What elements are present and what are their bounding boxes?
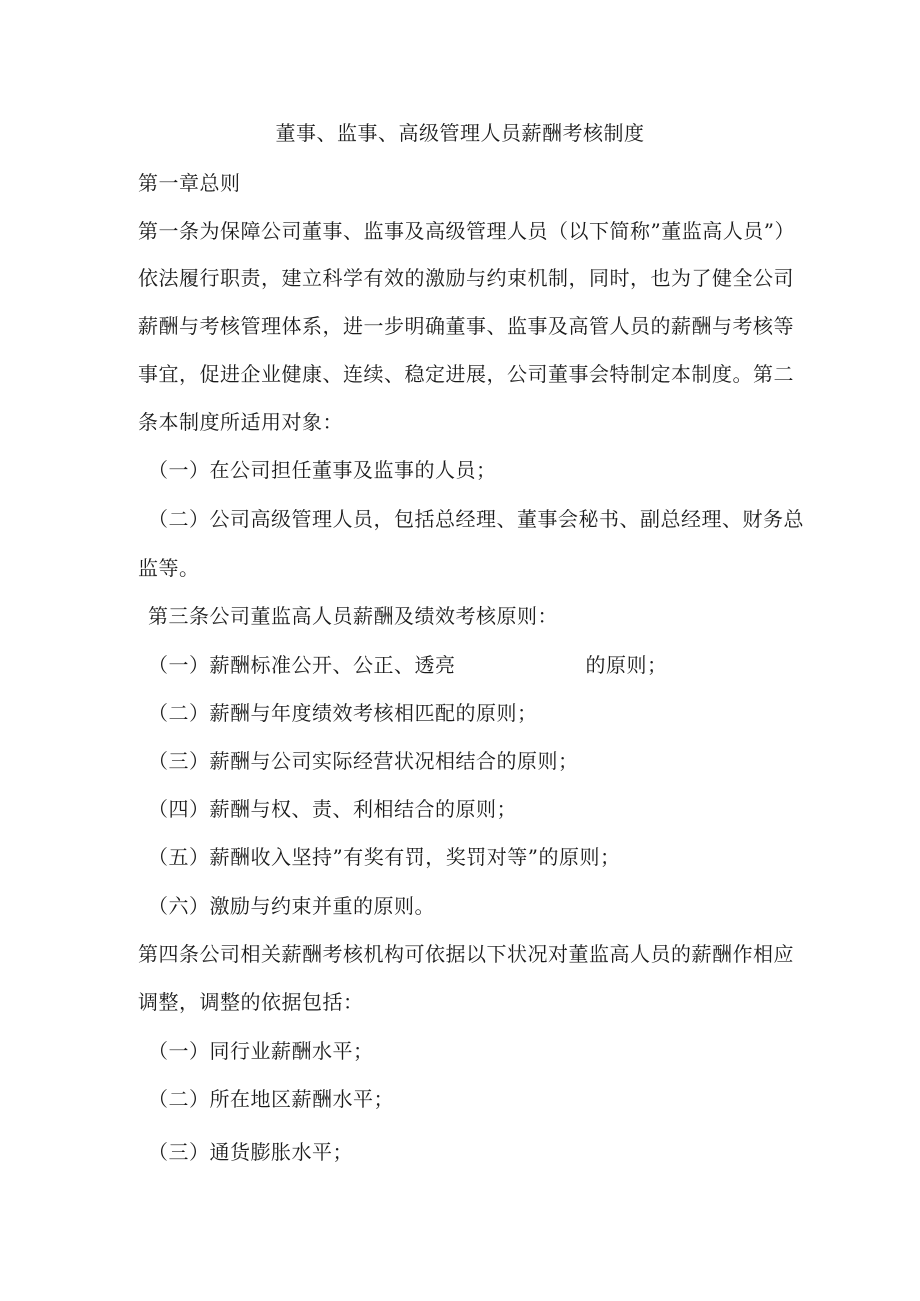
article1-line3: 薪酬与考核管理体系，进一步明确董事、监事及高管人员的薪酬与考核等: [138, 314, 794, 338]
article1-line1: 第一条为保障公司董事、监事及高级管理人员（以下简称”董监高人员”）: [138, 219, 795, 243]
article2-item1: （一）在公司担任董事及监事的人员；: [148, 458, 497, 482]
article2-item2-line2: 监等。: [138, 556, 200, 580]
article1-line5: 条本制度所适用对象：: [138, 410, 343, 434]
article2-item2-line1: （二）公司高级管理人员，包括总经理、董事会秘书、副总经理、财务总: [148, 507, 804, 531]
article3-item1: [148, 653, 668, 677]
article3-item2: （二）薪酬与年度绩效考核相匹配的原则；: [148, 701, 538, 725]
article3-item6: （六）激励与约束并重的原则。: [148, 894, 435, 918]
article4-item3: （三）通货膨胀水平；: [148, 1140, 353, 1164]
article3-item1-part-b: 的原则；: [585, 653, 668, 677]
article3-item3: （三）薪酬与公司实际经营状况相结合的原则；: [148, 749, 579, 773]
article4-item1: （一）同行业薪酬水平；: [148, 1039, 374, 1063]
document-title: 董事、监事、高级管理人员薪酬考核制度: [275, 121, 645, 145]
article4-line1: 第四条公司相关薪酬考核机构可依据以下状况对董监高人员的薪酬作相应: [138, 942, 794, 966]
article1-line4: 事宜，促进企业健康、连续、稳定进展，公司董事会特制定本制度。第二: [138, 362, 794, 386]
chapter-heading: 第一章总则: [138, 171, 241, 195]
article3-item1-part-a: （一）薪酬标准公开、公正、透亮: [148, 653, 456, 677]
article3-item4: （四）薪酬与权、责、利相结合的原则；: [148, 797, 517, 821]
article3-item5: （五）薪酬收入坚持”有奖有罚，奖罚对等”的原则；: [148, 845, 621, 869]
article4-line2: 调整，调整的依据包括：: [138, 990, 364, 1014]
article1-line2: 依法履行职责，建立科学有效的激励与约束机制，同时，也为了健全公司: [138, 266, 794, 290]
article3-heading: 第三条公司董监高人员薪酬及绩效考核原则：: [148, 604, 558, 628]
article4-item2: （二）所在地区薪酬水平；: [148, 1087, 394, 1111]
